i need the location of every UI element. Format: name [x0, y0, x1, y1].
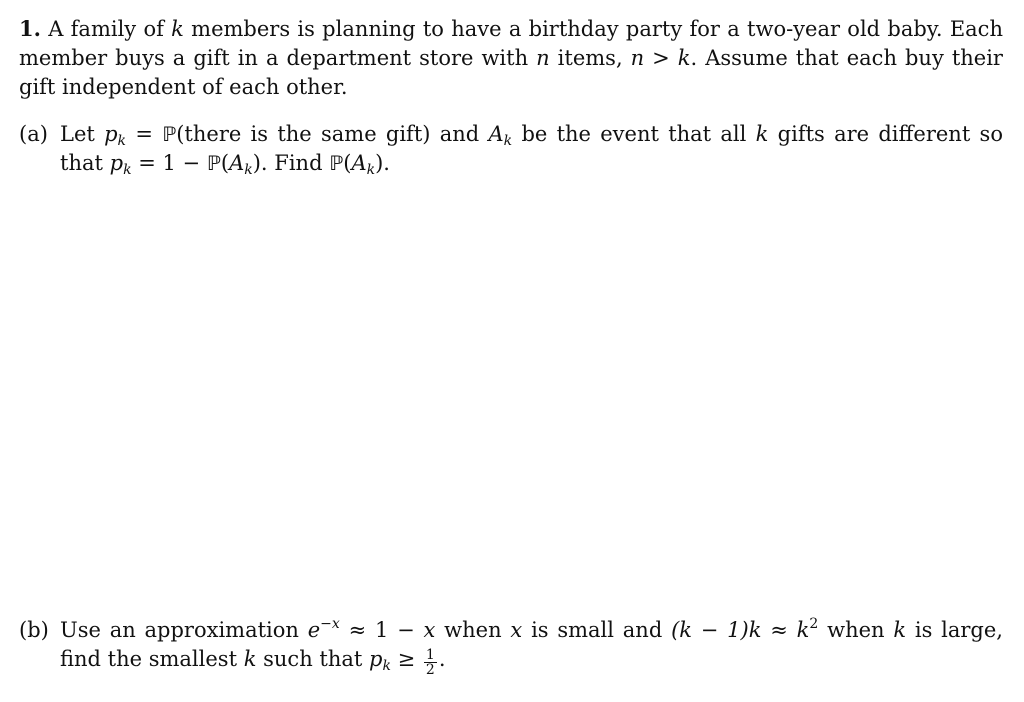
- problem-text-2: members is planning to have a birthday party for a two-year old baby. Each member buys a gift in a department store with: [19, 17, 1003, 70]
- part-b-text: .: [438, 647, 446, 671]
- math-prob-symbol: ℙ: [206, 151, 221, 175]
- math-paren: (: [343, 151, 352, 175]
- math-k: k: [755, 122, 769, 146]
- condition: n > k: [630, 46, 691, 70]
- part-b-label: (b): [19, 618, 49, 642]
- math-A: A: [351, 151, 367, 175]
- problem-number: 1.: [19, 16, 41, 41]
- frac-numerator: 1: [425, 647, 435, 663]
- math-e: e: [307, 618, 321, 642]
- part-b-text: such that: [263, 647, 363, 671]
- part-b-text: is large, find the smallest: [60, 618, 1003, 671]
- problem-text-3: items,: [557, 46, 623, 70]
- math-x: x: [510, 618, 523, 642]
- frac-denominator: 2: [425, 662, 435, 678]
- math-expr: = 1 −: [138, 151, 207, 175]
- math-p: p: [109, 151, 124, 175]
- answer-space: [60, 185, 1000, 605]
- math-approx: ≈ 1 −: [348, 618, 424, 642]
- part-a-text: Let: [60, 122, 95, 146]
- math-k: k: [243, 647, 257, 671]
- part-a-text: gifts are different so that: [60, 122, 1003, 175]
- math-p: p: [369, 647, 383, 671]
- part-a-text: ).: [375, 151, 390, 175]
- math-k-expr: (k − 1)k: [671, 618, 762, 642]
- math-k: k: [893, 618, 907, 642]
- part-b-text: when: [827, 618, 885, 642]
- var-k: k: [171, 17, 184, 41]
- math-geq: ≥: [397, 647, 416, 671]
- math-sub-k: k: [366, 162, 376, 178]
- math-square: 2: [809, 616, 819, 632]
- var-n: n: [536, 46, 550, 70]
- math-k: k: [796, 618, 810, 642]
- math-x: x: [423, 618, 436, 642]
- math-sub-k: k: [382, 658, 391, 674]
- part-a-body: [60, 120, 1003, 178]
- part-a-text: be the event that all: [521, 122, 747, 146]
- math-sub-k: k: [117, 133, 127, 149]
- part-b-body: [60, 616, 1003, 677]
- part-b: [19, 616, 1003, 677]
- math-prob-symbol: ℙ: [162, 122, 177, 146]
- math-prob-symbol: ℙ: [329, 151, 344, 175]
- part-a-text: (there is the same gift) and: [176, 122, 480, 146]
- part-a: [19, 120, 1003, 178]
- part-a-text: ). Find: [252, 151, 323, 175]
- math-paren: (: [220, 151, 230, 175]
- math-exponent: −x: [320, 616, 340, 632]
- problem-text-1: A family of: [48, 17, 164, 41]
- part-b-text: Use an approximation: [60, 618, 299, 642]
- math-A: A: [488, 122, 504, 146]
- math-sub-k: k: [123, 162, 132, 178]
- math-sub-k: k: [244, 162, 253, 178]
- part-b-text: when: [444, 618, 502, 642]
- problem-statement: [19, 14, 1003, 102]
- math-p: p: [104, 122, 118, 146]
- math-sub-k: k: [503, 133, 513, 149]
- part-a-label: (a): [19, 122, 48, 146]
- part-b-text: is small and: [531, 618, 663, 642]
- math-approx: ≈: [770, 618, 788, 642]
- problem-text-4: . Assume that each buy their gift independent of each other.: [19, 46, 1003, 99]
- math-equals: =: [135, 122, 153, 146]
- math-A: A: [229, 151, 245, 175]
- math-fraction-half: [424, 648, 437, 677]
